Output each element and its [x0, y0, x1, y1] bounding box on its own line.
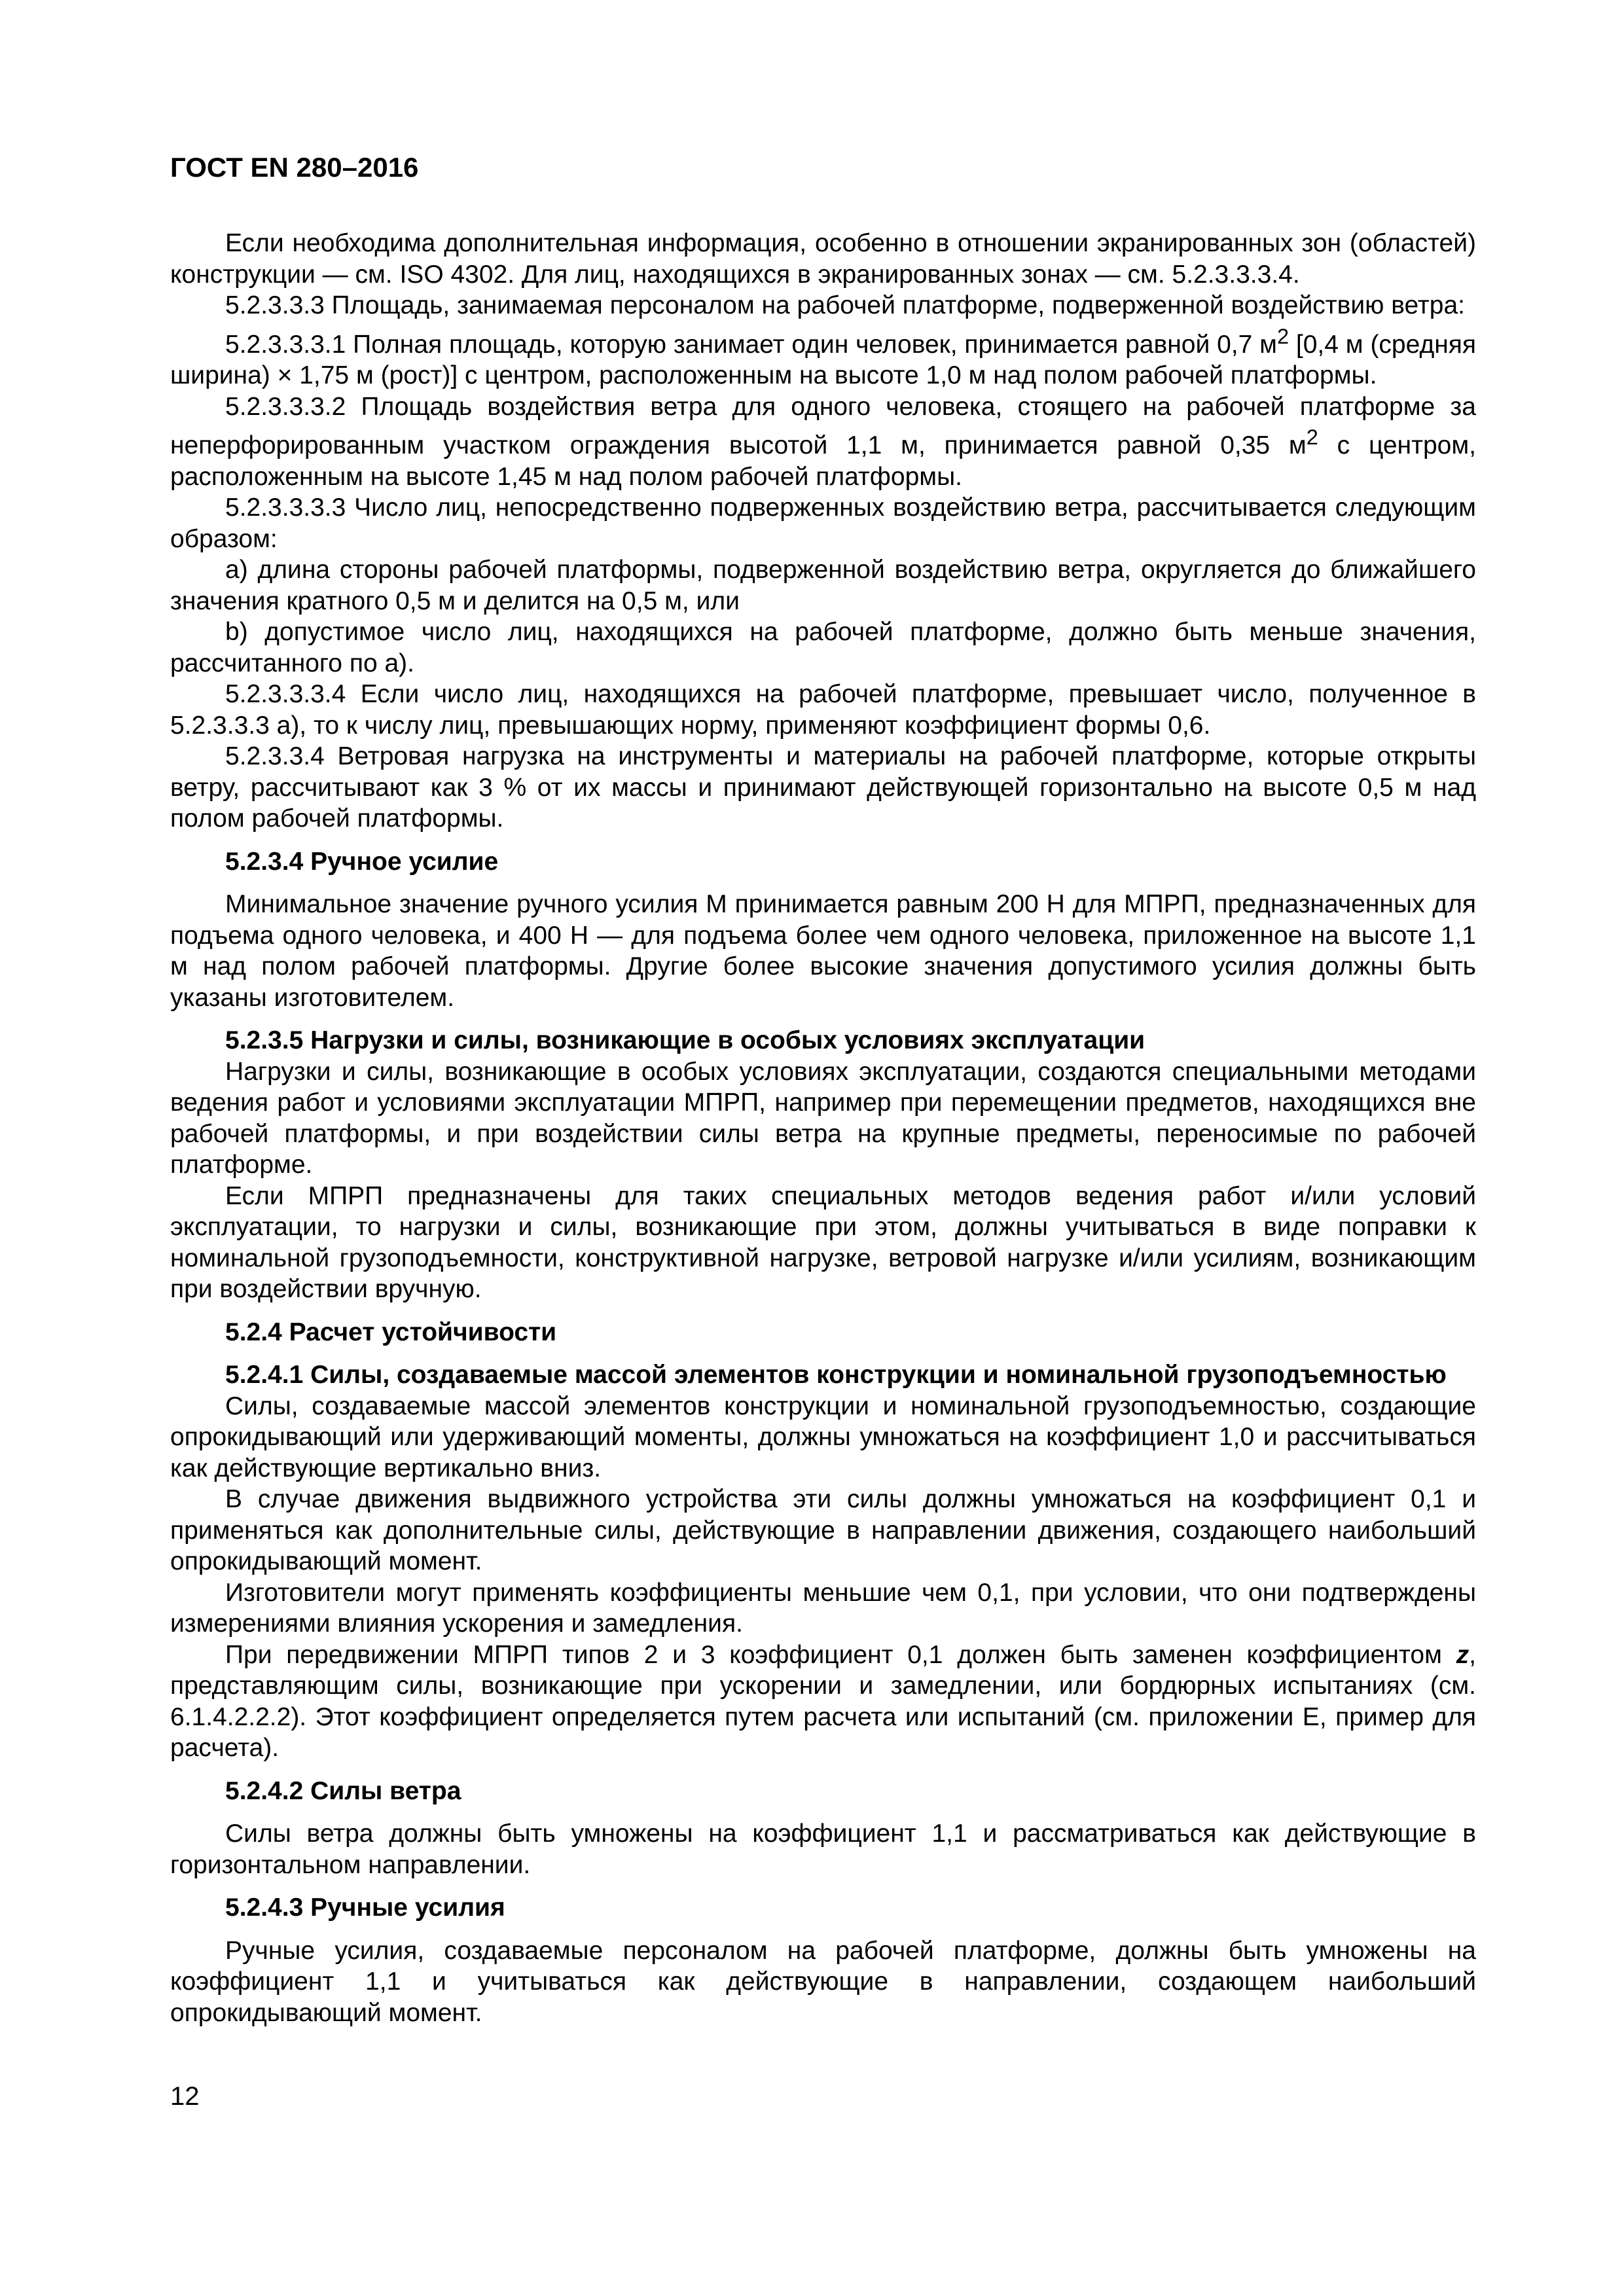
paragraph-text: [0,4 м (средняя ширина) × 1,75 м (рост)] с центром, расположенным на высоте 1,0 м над полом рабочей платформы.: [170, 330, 1476, 389]
document-body: [170, 228, 1476, 2028]
paragraph: Ручные усилия, создаваемые персоналом на рабочей платформе, должны быть умножены на коэффициент 1,1 и учитываться как действующие в направлении, создающем наибольший опрокидывающий момент.: [170, 1936, 1476, 2027]
document-header: ГОСТ EN 280–2016: [170, 152, 419, 183]
section-heading: 5.2.3.5 Нагрузки и силы, возникающие в особых условиях эксплуатации: [225, 1026, 1146, 1054]
coefficient-symbol: z: [1456, 1640, 1470, 1669]
paragraph-text: с центром, расположенным на высоте 1,45 м над полом рабочей платформы.: [170, 431, 1476, 491]
paragraph: В случае движения выдвижного устройства эти силы должны умножаться на коэффициент 0,1 и применяться как дополнительные силы, действующие в направлении движения, создающего наибольший опрокидывающий момент.: [170, 1485, 1476, 1575]
superscript: 2: [1306, 425, 1318, 449]
page-number: 12: [170, 2082, 200, 2111]
paragraph: Минимальное значение ручного усилия M принимается равным 200 Н для МПРП, предназначенных для подъема одного человека, и 400 Н — для подъема более чем одного человека, приложенное на высоте 1,1 м над полом рабочей платформы. Другие более высокие значения допустимого усилия должны быть указаны изготовителем.: [170, 890, 1476, 1012]
list-item: b) допустимое число лиц, находящихся на рабочей платформе, должно быть меньше значения, рассчитанного по a).: [170, 618, 1476, 677]
section-heading: 5.2.4.1 Силы, создаваемые массой элементов конструкции и номинальной грузоподъемностью: [225, 1361, 1447, 1389]
paragraph: [170, 391, 1476, 493]
paragraph: Если необходима дополнительная информация, особенно в отношении экранированных зон (областей) конструкции — см. ISO 4302. Для лиц, находящихся в экранированных зонах — см. 5.2.3.3.3.4.: [170, 229, 1476, 289]
section-heading: 5.2.4.2 Силы ветра: [225, 1776, 461, 1805]
paragraph: 5.2.3.3.3.3 Число лиц, непосредственно подверженных воздействию ветра, рассчитывается следующим образом:: [170, 493, 1476, 553]
paragraph: [170, 321, 1476, 391]
section-heading: 5.2.3.4 Ручное усилие: [225, 847, 499, 876]
paragraph: Нагрузки и силы, возникающие в особых условиях эксплуатации, создаются специальными методами ведения работ и условиями эксплуатации МПРП, например при перемещении предметов, находящихся вне рабочей платформы, и при воздействии силы ветра на крупные предметы, переносимые по рабочей платформе.: [170, 1057, 1476, 1179]
paragraph: Силы ветра должны быть умножены на коэффициент 1,1 и рассматриваться как действующие в горизонтальном направлении.: [170, 1820, 1476, 1879]
superscript: 2: [1276, 324, 1290, 348]
paragraph-text: 5.2.3.3.3.1 Полная площадь, которую занимает один человек, принимается равной 0,7 м: [225, 330, 1277, 359]
paragraph-text: 5.2.3.3.3.2 Площадь воздействия ветра для одного человека, стоящего на рабочей платформе за неперфорированным участком ограждения высотой 1,1 м, принимается равной 0,35 м: [170, 392, 1476, 459]
paragraph: Если МПРП предназначены для таких специальных методов ведения работ и/или условий эксплуатации, то нагрузки и силы, возникающие при этом, должны учитываться в виде поправки к номинальной грузоподъемности, конструктивной нагрузке, ветровой нагрузке и/или усилиям, возникающим при воздействии вручную.: [170, 1181, 1476, 1303]
paragraph: 5.2.3.3.3.4 Если число лиц, находящихся на рабочей платформе, превышает число, полученное в 5.2.3.3.3 a), то к числу лиц, превышающих норму, применяют коэффициент формы 0,6.: [170, 680, 1476, 740]
section-heading: 5.2.4.3 Ручные усилия: [225, 1893, 505, 1922]
paragraph: 5.2.3.3.4 Ветровая нагрузка на инструменты и материалы на рабочей платформе, которые открыты ветру, рассчитывают как 3 % от их массы и принимают действующей горизонтально на высоте 0,5 м над полом рабочей платформы.: [170, 742, 1476, 833]
paragraph-text: , представляющим силы, возникающие при ускорении и замедлении, или бордюрных испытаниях (см. 6.1.4.2.2.2). Этот коэффициент определяется путем расчета или испытаний (см. приложении E, пример для расчета).: [170, 1640, 1476, 1762]
paragraph: Силы, создаваемые массой элементов конструкции и номинальной грузоподъемностью, создающие опрокидывающий или удерживающий моменты, должны умножаться на коэффициент 1,0 и рассчитываться как действующие вертикально вниз.: [170, 1391, 1476, 1482]
section-heading: 5.2.4 Расчет устойчивости: [225, 1318, 557, 1346]
paragraph-text: При передвижении МПРП типов 2 и 3 коэффициент 0,1 должен быть заменен коэффициентом: [225, 1640, 1456, 1669]
paragraph: [170, 1640, 1476, 1764]
paragraph: Изготовители могут применять коэффициенты меньшие чем 0,1, при условии, что они подтверждены измерениями влияния ускорения и замедления.: [170, 1578, 1476, 1638]
list-item: a) длина стороны рабочей платформы, подверженной воздействию ветра, округляется до ближайшего значения кратного 0,5 м и делится на 0,5 м, или: [170, 556, 1476, 615]
paragraph: 5.2.3.3.3 Площадь, занимаемая персоналом на рабочей платформе, подверженной воздействию ветра:: [225, 291, 1465, 319]
